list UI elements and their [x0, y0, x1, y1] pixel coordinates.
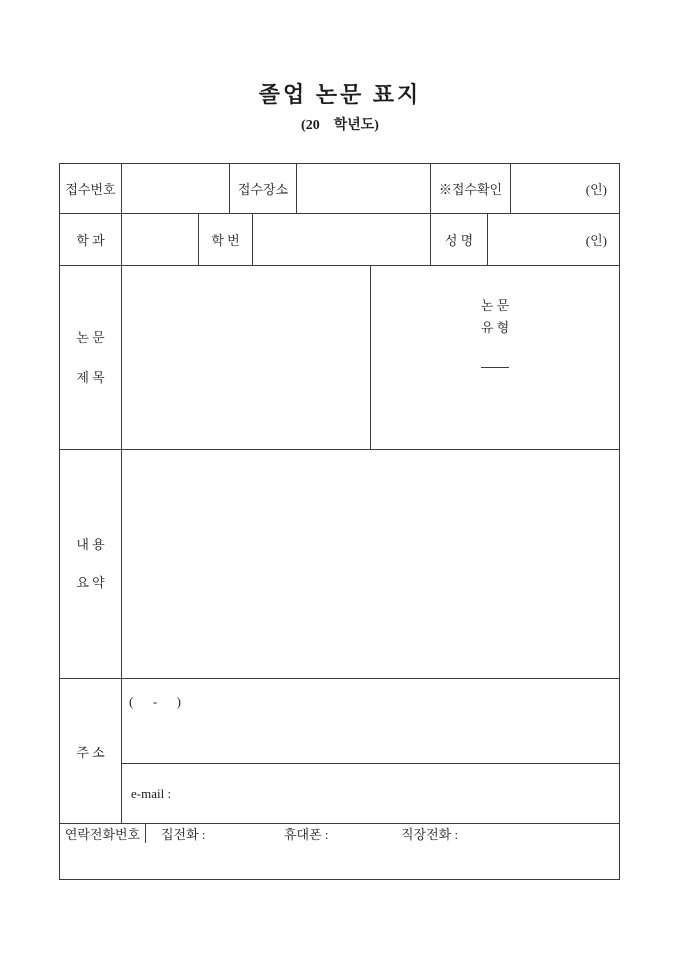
receipt-seal-area[interactable]: (인)	[585, 182, 607, 197]
page-title: 졸업 논문 표지	[258, 82, 422, 107]
row-phones	[60, 824, 619, 843]
receipt-place-label: 접수장소	[230, 164, 297, 213]
name-label: 성 명	[431, 214, 488, 265]
row-summary	[60, 450, 619, 679]
receipt-number-label: 접수번호	[60, 164, 122, 213]
work-phone-input[interactable]: 직장전화 :	[401, 827, 459, 842]
page-subtitle: (20 학년도)	[301, 118, 379, 133]
address-input[interactable]: ( - )	[122, 679, 619, 764]
student-id-input[interactable]	[253, 214, 431, 265]
student-id-label: 학 번	[199, 214, 253, 265]
thesis-title-label: 논 문 제 목	[60, 266, 122, 449]
home-phone-input[interactable]: 집전화 :	[161, 827, 206, 842]
row-thesis-title	[60, 266, 619, 450]
row-address	[60, 679, 619, 824]
receipt-number-input[interactable]	[122, 164, 230, 213]
row-identity	[60, 214, 619, 266]
address-column	[122, 679, 619, 823]
address-label: 주 소	[60, 679, 122, 823]
mobile-phone-input[interactable]: 휴대폰 :	[284, 827, 329, 842]
thesis-type-column	[371, 266, 619, 449]
department-input[interactable]	[122, 214, 199, 265]
email-input[interactable]: e-mail :	[131, 785, 172, 801]
receipt-place-input[interactable]	[297, 164, 431, 213]
name-seal-area[interactable]: (인)	[585, 233, 607, 248]
summary-label: 내 용 요 약	[60, 450, 122, 678]
summary-input[interactable]	[122, 450, 619, 678]
phone-inputs[interactable]	[146, 824, 619, 843]
thesis-cover-table	[59, 163, 620, 880]
phone-section-label: 연락전화번호	[60, 824, 146, 843]
receipt-confirm-label: ※접수확인	[431, 164, 511, 213]
row-receipt	[60, 164, 619, 214]
thesis-type-label: 논 문 유 형	[481, 266, 509, 368]
thesis-title-input[interactable]	[122, 266, 371, 449]
department-label: 학 과	[60, 214, 122, 265]
